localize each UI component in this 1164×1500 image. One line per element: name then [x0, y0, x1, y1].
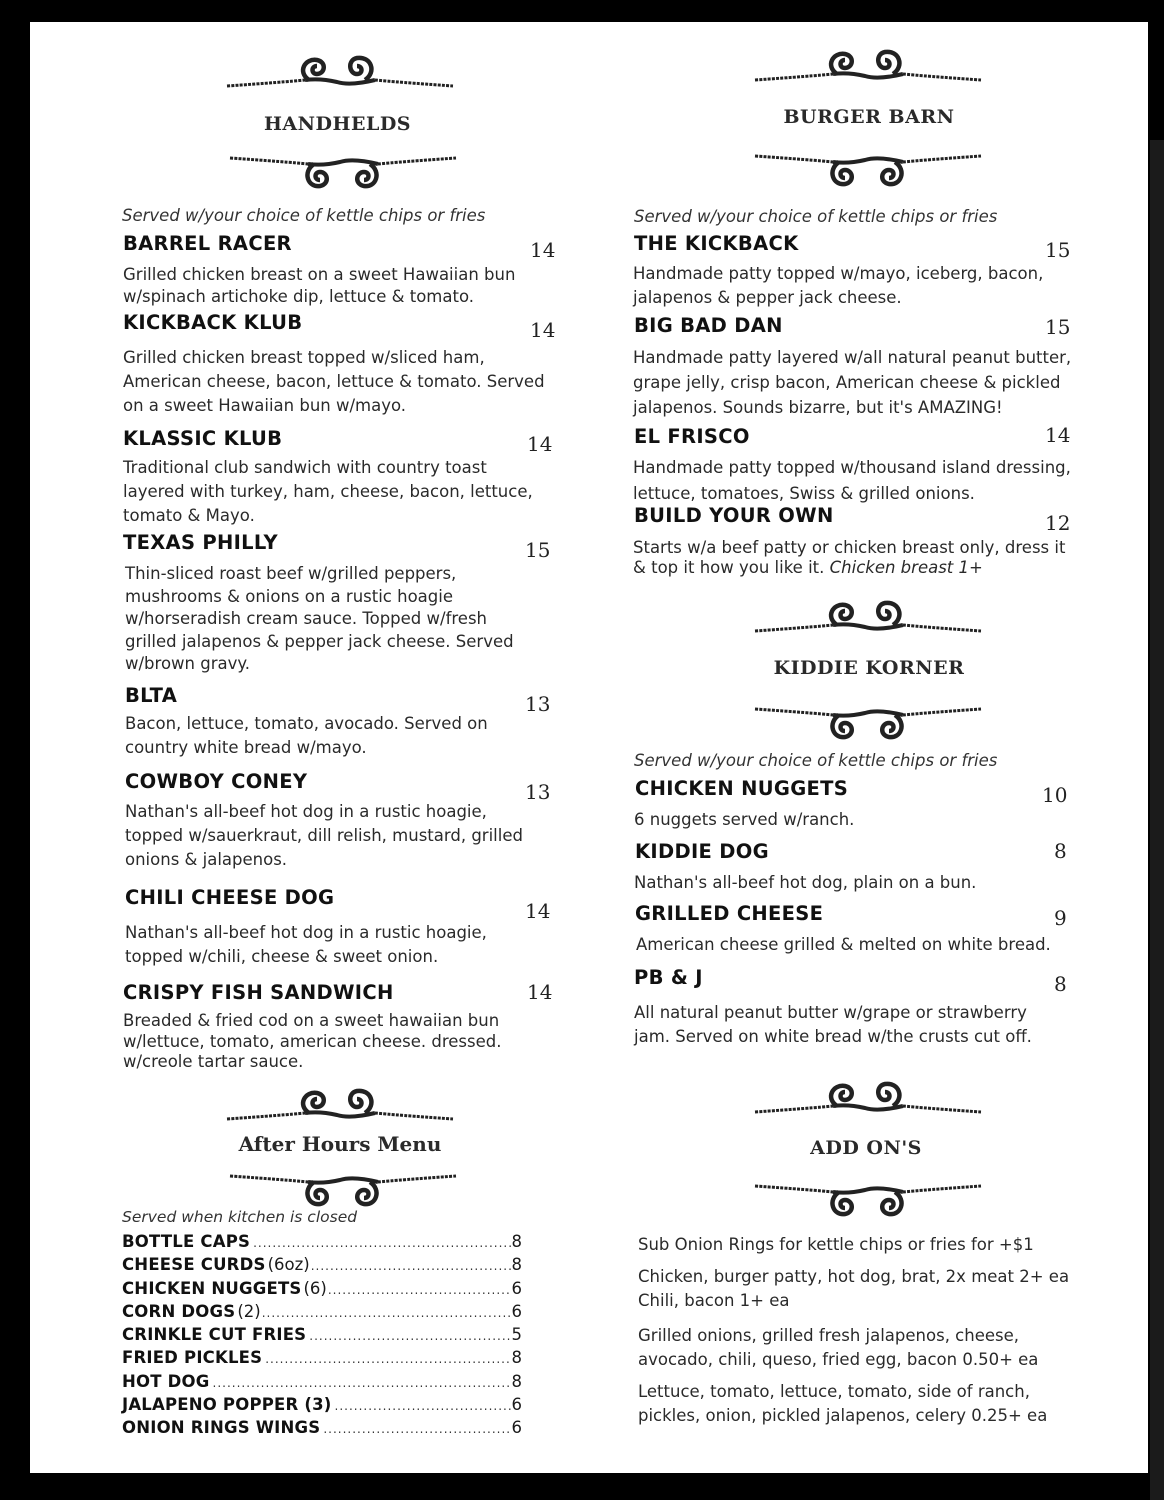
ornament-top-handhelds — [225, 52, 455, 92]
section-title-after-hours: After Hours Menu — [238, 1132, 442, 1156]
dot-leader — [335, 1395, 511, 1418]
list-item-name: BOTTLE CAPS — [122, 1232, 251, 1251]
list-item-extra: (6) — [303, 1278, 327, 1298]
list-item — [122, 1230, 522, 1253]
item-desc: Handmade patty layered w/all natural peanut butter, grape jelly, crisp bacon, American cheese & pickled jalapenos. Sounds bizarre, but it's AMAZING! — [633, 348, 1072, 417]
item-desc: Nathan's all-beef hot dog in a rustic hoagie, topped w/sauerkraut, dill relish, mustard, grilled onions & jalapenos. — [125, 802, 523, 869]
item-price: 14 — [530, 238, 556, 262]
dot-leader — [265, 1348, 510, 1371]
item-desc: All natural peanut butter w/grape or strawberry jam. Served on white bread w/the crusts cut off. — [634, 1003, 1032, 1046]
ornament-bottom-add-ons — [753, 1180, 983, 1220]
item-desc — [633, 538, 1083, 578]
list-item-name: JALAPENO POPPER (3) — [122, 1395, 332, 1415]
item-price: 12 — [1045, 511, 1071, 535]
list-item-price: 8 — [511, 1371, 522, 1391]
item-desc: Grilled chicken breast on a sweet Hawaiian bun w/spinach artichoke dip, lettuce & tomato. — [123, 265, 516, 306]
ornament-bottom-after-hours — [228, 1170, 458, 1210]
ornament-top-add-ons — [753, 1078, 983, 1118]
item-name: CHICKEN NUGGETS — [635, 777, 849, 800]
dot-leader — [213, 1372, 511, 1395]
item-desc: Grilled chicken breast topped w/sliced ham, American cheese, bacon, lettuce & tomato. Served on a sweet Hawaiian bun w/mayo. — [123, 348, 545, 415]
list-item — [122, 1277, 522, 1300]
dot-leader — [323, 1418, 510, 1441]
ornament-bottom-kiddie-korner — [753, 703, 983, 743]
add-on-line: Sub Onion Rings for kettle chips or fries for +$1 — [638, 1235, 1034, 1254]
item-name: KLASSIC KLUB — [123, 427, 283, 450]
item-desc: 6 nuggets served w/ranch. — [634, 810, 855, 829]
dot-leader — [328, 1279, 511, 1302]
burger-barn-note: Served w/your choice of kettle chips or fries — [634, 207, 998, 226]
list-item-name: CHICKEN NUGGETS — [122, 1278, 302, 1298]
section-title-handhelds: HANDHELDS — [263, 113, 412, 135]
list-item-price: 6 — [511, 1301, 522, 1321]
dot-leader — [309, 1325, 510, 1348]
item-desc-text: Starts w/a beef patty or chicken breast only, dress it & top it how you like it. — [633, 538, 1066, 577]
item-name: CHILI CHEESE DOG — [125, 886, 335, 909]
list-item-price: 6 — [511, 1395, 522, 1415]
section-title-add-ons: ADD ON'S — [810, 1137, 922, 1159]
list-item — [122, 1323, 522, 1346]
list-item-name: ONION RINGS WINGS — [122, 1418, 321, 1438]
list-item-price: 8 — [511, 1348, 522, 1368]
add-on-line: Lettuce, tomato, lettuce, tomato, side of ranch, pickles, onion, pickled jalapenos, celery 0.25+ ea — [638, 1382, 1048, 1425]
item-name: KIDDIE DOG — [635, 840, 769, 863]
item-desc: Nathan's all-beef hot dog, plain on a bun. — [634, 873, 977, 892]
section-title-kiddie-korner: KIDDIE KORNER — [773, 657, 965, 679]
item-price: 14 — [527, 980, 553, 1004]
list-item-name: CORN DOGS — [122, 1301, 236, 1321]
list-item-extra: (6oz) — [267, 1255, 310, 1275]
list-item — [122, 1370, 522, 1393]
item-name: EL FRISCO — [634, 425, 750, 448]
list-item-name: CHEESE CURDS — [122, 1255, 266, 1275]
item-desc: Thin-sliced roast beef w/grilled peppers, mushrooms & onions on a rustic hoagie w/horseradish cream sauce. Topped w/fresh grilled jalapenos & pepper jack cheese. Served w/brown gravy. — [125, 564, 514, 673]
window-edge — [1150, 140, 1164, 1500]
item-name: CRISPY FISH SANDWICH — [123, 981, 394, 1004]
list-item — [122, 1300, 522, 1323]
list-item — [122, 1253, 522, 1276]
list-item — [122, 1416, 522, 1439]
item-price: 9 — [1054, 906, 1067, 930]
list-item-name: FRIED PICKLES — [122, 1348, 263, 1368]
item-name: COWBOY CONEY — [125, 770, 308, 793]
add-on-line: Grilled onions, grilled fresh jalapenos, cheese, avocado, chili, queso, fried egg, bacon 0.50+ ea — [638, 1326, 1039, 1369]
list-item — [122, 1393, 522, 1416]
list-item — [122, 1346, 522, 1369]
after-hours-note: Served when kitchen is closed — [122, 1208, 358, 1226]
handhelds-note: Served w/your choice of kettle chips or fries — [122, 206, 486, 225]
item-price: 13 — [525, 692, 551, 716]
item-price: 14 — [527, 432, 553, 456]
list-item-extra: (2) — [237, 1301, 261, 1321]
item-desc: Breaded & fried cod on a sweet hawaiian bun w/lettuce, tomato, american cheese. dressed. w/creole tartar sauce. — [123, 1011, 502, 1071]
ornament-bottom-burger-barn — [753, 150, 983, 190]
item-name: TEXAS PHILLY — [123, 531, 278, 554]
item-name: BUILD YOUR OWN — [634, 504, 834, 527]
item-name: GRILLED CHEESE — [635, 902, 824, 925]
item-name: BIG BAD DAN — [634, 314, 783, 337]
item-price: 14 — [525, 899, 551, 923]
item-price: 14 — [530, 318, 556, 342]
ornament-bottom-handhelds — [228, 152, 458, 192]
list-item-name: CRINKLE CUT FRIES — [122, 1325, 307, 1345]
ornament-top-kiddie-korner — [753, 597, 983, 637]
item-price: 15 — [1045, 238, 1071, 262]
item-name: BLTA — [125, 684, 178, 707]
after-hours-list — [122, 1230, 522, 1440]
item-price: 14 — [1045, 423, 1071, 447]
item-price: 8 — [1054, 972, 1067, 996]
ornament-top-burger-barn — [753, 46, 983, 86]
ornament-top-after-hours — [225, 1085, 455, 1125]
list-item-name: HOT DOG — [122, 1371, 210, 1391]
kiddie-korner-note: Served w/your choice of kettle chips or fries — [634, 751, 998, 770]
item-price: 10 — [1042, 783, 1068, 807]
item-name: KICKBACK KLUB — [123, 311, 303, 334]
item-desc: Nathan's all-beef hot dog in a rustic hoagie, topped w/chili, cheese & sweet onion. — [125, 923, 487, 966]
item-desc: Handmade patty topped w/thousand island dressing, lettuce, tomatoes, Swiss & grilled onions. — [633, 458, 1071, 503]
item-desc: Handmade patty topped w/mayo, iceberg, bacon, jalapenos & pepper jack cheese. — [633, 264, 1044, 307]
item-price: 15 — [1045, 315, 1071, 339]
item-desc-italic: Chicken breast 1+ — [829, 558, 983, 577]
dot-leader — [262, 1302, 511, 1325]
list-item-price: 5 — [511, 1325, 522, 1345]
dot-leader — [311, 1255, 511, 1278]
list-item-price: 8 — [511, 1232, 522, 1251]
item-name: BARREL RACER — [123, 232, 292, 255]
add-on-line: Chicken, burger patty, hot dog, brat, 2x meat 2+ ea Chili, bacon 1+ ea — [638, 1267, 1070, 1310]
item-price: 15 — [525, 538, 551, 562]
section-title-burger-barn: BURGER BARN — [783, 106, 955, 128]
list-item-price: 8 — [511, 1255, 522, 1275]
item-price: 8 — [1054, 839, 1067, 863]
list-item-price: 6 — [511, 1278, 522, 1298]
item-desc: American cheese grilled & melted on white bread. — [636, 935, 1051, 954]
item-price: 13 — [525, 780, 551, 804]
item-name: THE KICKBACK — [634, 232, 799, 255]
dot-leader — [253, 1232, 510, 1255]
item-desc: Traditional club sandwich with country toast layered with turkey, ham, cheese, bacon, lettuce, tomato & Mayo. — [123, 458, 533, 525]
item-desc: Bacon, lettuce, tomato, avocado. Served on country white bread w/mayo. — [125, 714, 488, 757]
list-item-price: 6 — [511, 1418, 522, 1438]
item-name: PB & J — [634, 966, 703, 989]
